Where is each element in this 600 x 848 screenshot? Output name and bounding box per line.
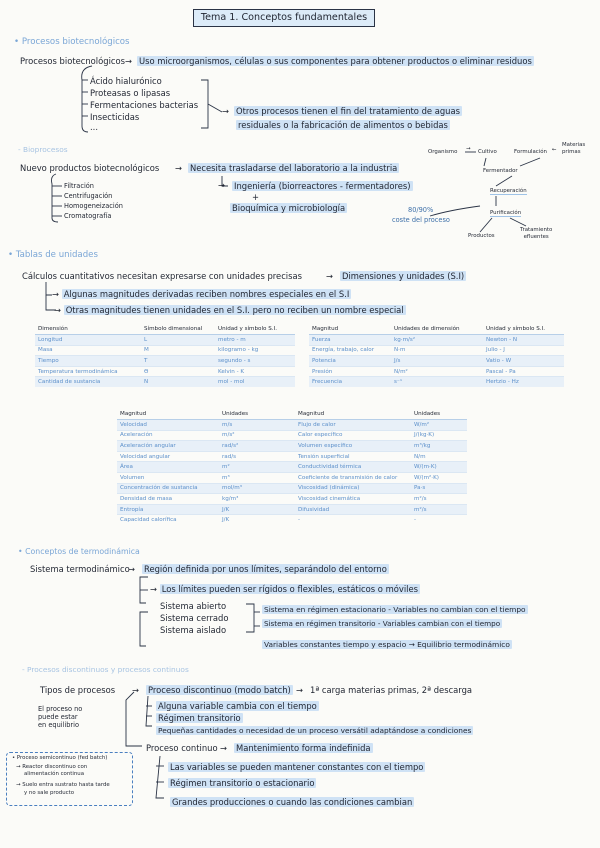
table-cell: W/m²: [411, 420, 467, 431]
table-header-row: [117, 409, 467, 420]
table-cell: m²/s: [411, 504, 467, 515]
biotech-list-item: Insecticidas: [90, 112, 140, 122]
table-cell: Tiempo: [35, 356, 141, 367]
table-cell: kilogramo - kg: [215, 345, 295, 356]
table-cell: M: [141, 345, 215, 356]
table-header: Unidades: [411, 409, 467, 420]
table-row: [117, 504, 467, 515]
process-types-arrow: →: [132, 685, 140, 695]
table-cell: Aceleración: [117, 430, 219, 441]
batch-item: Alguna variable cambia con el tiempo: [158, 701, 317, 711]
table-cell: rad/s²: [219, 441, 295, 452]
separation-item: Centrifugación: [64, 192, 113, 200]
diagram-organismo: Organismo: [428, 149, 458, 155]
table-cell: m³/kg: [411, 441, 467, 452]
table-header: Magnitud: [117, 409, 219, 420]
fed-batch-line: y no sale producto: [24, 790, 75, 796]
table-row: [117, 472, 467, 483]
table-header: Unidad y símbolo S.I.: [483, 324, 564, 335]
table-header: Unidad y símbolo S.I.: [215, 324, 295, 335]
table-cell: Coeficiente de transmisión de calor: [295, 472, 411, 483]
table-cell: -: [411, 515, 467, 525]
table-row: [35, 366, 295, 377]
units-line2: → Algunas magnitudes derivadas reciben nombres especiales en el S.I: [52, 289, 350, 299]
table-cell: Tensión superficial: [295, 451, 411, 462]
table-header: Magnitud: [309, 324, 391, 335]
table-cell: -: [295, 515, 411, 525]
diagram-fermentador: Fermentador: [483, 168, 518, 174]
table-header: Unidades: [219, 409, 295, 420]
biotech-list-item: Proteasas o lipasas: [90, 88, 171, 98]
table-header: Símbolo dimensional: [141, 324, 215, 335]
bioprocess-arrow: →: [175, 163, 183, 173]
ing-arrow: →: [218, 180, 226, 190]
table-row: [35, 345, 295, 356]
other-processes-line1: Otros procesos tienen el fin del tratamiento de aguas: [236, 106, 460, 116]
diagram-percentage: 80/90%: [408, 206, 434, 214]
diagram-tratamiento: Tratamiento efluentes: [520, 227, 553, 240]
diagram-productos: Productos: [468, 233, 495, 239]
table-header: Unidades de dimensión: [391, 324, 483, 335]
diagram-formulacion: Formulación: [514, 149, 547, 155]
table-cell: Pa·s: [411, 483, 467, 494]
separation-item: Homogeneización: [64, 202, 123, 210]
table-cell: J/s: [391, 356, 483, 367]
diagram-cultivo: Cultivo: [478, 149, 497, 155]
table-cell: Fuerza: [309, 335, 391, 346]
table-cell: Energía, trabajo, calor: [309, 345, 391, 356]
table-cell: m²/s: [411, 494, 467, 505]
fed-batch-line: alimentación continua: [24, 771, 85, 777]
table-cell: Calor específico: [295, 430, 411, 441]
section-heading-biotech: • Procesos biotecnológicos: [14, 37, 130, 47]
table-cell: Cantidad de sustancia: [35, 377, 141, 387]
system-type: Sistema abierto: [160, 601, 227, 611]
table-cell: Hertzio - Hz: [483, 377, 564, 387]
table-cell: kg·m/s²: [391, 335, 483, 346]
table-cell: Θ: [141, 366, 215, 377]
continuous-arrow: →: [220, 743, 228, 753]
table-units-magnitudes: [117, 409, 467, 525]
section-heading-thermo: • Conceptos de termodinámica: [18, 547, 140, 556]
table-row: [35, 356, 295, 367]
table-cell: kg/m³: [219, 494, 295, 505]
batch-item: Régimen transitorio: [158, 713, 241, 723]
table-cell: J/K: [219, 504, 295, 515]
table-row: [117, 451, 467, 462]
table-cell: N/m²: [391, 366, 483, 377]
table-row: [309, 366, 564, 377]
table-cell: W/(m·K): [411, 462, 467, 473]
table-cell: N·m: [391, 345, 483, 356]
process-types-label: Tipos de procesos: [40, 685, 116, 695]
table-cell: m/s: [219, 420, 295, 431]
table-row: [117, 420, 467, 431]
system-type: Sistema cerrado: [160, 613, 229, 623]
diagram-recuperacion: Recuperación: [490, 188, 527, 194]
thermo-definition: Región definida por unos límites, separándolo del entorno: [144, 564, 387, 574]
table-cell: Aceleración angular: [117, 441, 219, 452]
table-cell: J/K: [219, 515, 295, 525]
table-row: [35, 335, 295, 346]
table-cell: J/(kg·K): [411, 430, 467, 441]
section-heading-bioprocesos: - Bioprocesos: [18, 145, 68, 154]
table-cell: Densidad de masa: [117, 494, 219, 505]
table-cell: Capacidad calorífica: [117, 515, 219, 525]
continuous-process: Proceso continuo: [146, 743, 218, 753]
table-cell: T: [141, 356, 215, 367]
diagram-cost: coste del proceso: [392, 216, 450, 224]
table-header: Magnitud: [295, 409, 411, 420]
engineering-text: Ingeniería (biorreactores - fermentadores): [234, 181, 411, 191]
diagram-arrow: →: [466, 146, 471, 152]
batch-process: Proceso discontinuo (modo batch): [148, 685, 291, 695]
table-row: [309, 335, 564, 346]
table-row: [117, 430, 467, 441]
units-line1-right: Dimensiones y unidades (S.I): [342, 271, 465, 281]
page-title: Tema 1. Conceptos fundamentales: [193, 9, 375, 27]
continuous-item: Régimen transitorio o estacionario: [170, 778, 315, 788]
batch-arrow: →: [296, 685, 304, 695]
table-cell: Viscosidad cinemática: [295, 494, 411, 505]
table-cell: Potencia: [309, 356, 391, 367]
table-cell: Difusividad: [295, 504, 411, 515]
table-cell: Concentración de sustancia: [117, 483, 219, 494]
table-cell: Masa: [35, 345, 141, 356]
table-cell: N: [141, 377, 215, 387]
table-cell: Julio - J: [483, 345, 564, 356]
separation-item: Cromatografía: [64, 212, 112, 220]
table-row: [117, 494, 467, 505]
diagram-purificacion: Purificación: [490, 210, 522, 216]
thermo-arrow: →: [128, 564, 136, 574]
system-type: Sistema aislado: [160, 625, 227, 635]
thermo-equilibrium: Variables constantes tiempo y espacio → Equilibrio termodinámico: [264, 640, 510, 649]
section-heading-processes: - Procesos discontinuos y procesos continuos: [22, 665, 189, 674]
table-cell: mol - mol: [215, 377, 295, 387]
table-cell: Velocidad angular: [117, 451, 219, 462]
bioprocess-definition: Necesita trasladarse del laboratorio a la industria: [190, 163, 398, 173]
table-cell: mol/m³: [219, 483, 295, 494]
biotech-list-item: Ácido hialurónico: [90, 76, 162, 86]
table-cell: m³: [219, 472, 295, 483]
other-processes-line2: residuales o la fabricación de alimentos o bebidas: [238, 120, 448, 130]
table-cell: Presión: [309, 366, 391, 377]
batch-item: Pequeñas cantidades o necesidad de un proceso versátil adaptándose a condiciones: [158, 726, 472, 735]
table-row: [309, 356, 564, 367]
biochem-text: Bioquímica y microbiología: [232, 203, 346, 213]
table-row: [117, 441, 467, 452]
thermo-label: Sistema termodinámico: [30, 564, 130, 574]
section-heading-units: • Tablas de unidades: [8, 250, 98, 260]
table-cell: Velocidad: [117, 420, 219, 431]
table-row: [309, 377, 564, 387]
other-arrow: →: [222, 106, 230, 116]
continuous-description: Mantenimiento forma indefinida: [236, 743, 371, 753]
table-cell: Volumen específico: [295, 441, 411, 452]
table-header-row: [35, 324, 295, 335]
table-header-row: [309, 324, 564, 335]
biotech-arrow: →: [125, 56, 133, 66]
table-row: [117, 483, 467, 494]
thermo-limits: → Los límites pueden ser rígidos o flexibles, estáticos o móviles: [150, 584, 418, 594]
table-cell: m²: [219, 462, 295, 473]
table-cell: L: [141, 335, 215, 346]
units-line1-left: Cálculos cuantitativos necesitan expresarse con unidades precisas: [22, 271, 302, 281]
table-cell: Conductividad térmica: [295, 462, 411, 473]
biotech-list-item: Fermentaciones bacterias: [90, 100, 199, 110]
separation-item: Filtración: [64, 182, 94, 190]
table-cell: Longitud: [35, 335, 141, 346]
continuous-item: Las variables se pueden mantener constantes con el tiempo: [170, 762, 424, 772]
table-cell: s⁻¹: [391, 377, 483, 387]
table-cell: Kelvin - K: [215, 366, 295, 377]
diagram-materias-primas: Materias primas: [562, 142, 586, 155]
table-cell: Newton - N: [483, 335, 564, 346]
thermo-transient: Sistema en régimen transitorio - Variables cambian con el tiempo: [264, 619, 501, 628]
table-row: [117, 515, 467, 525]
table-si-derived: [309, 324, 564, 387]
table-cell: Pascal - Pa: [483, 366, 564, 377]
table-cell: N/m: [411, 451, 467, 462]
table-cell: m/s²: [219, 430, 295, 441]
equilibrium-note: El proceso no puede estar en equilibrio: [38, 705, 83, 729]
fed-batch-line: → Suelo entra sustrato hasta tarde: [16, 782, 110, 788]
biotech-definition: Uso microorganismos, células o sus componentes para obtener productos o eliminar residuos: [139, 56, 532, 66]
biotech-def-label: Procesos biotecnológicos: [20, 56, 125, 66]
table-cell: segundo - s: [215, 356, 295, 367]
thermo-stationary: Sistema en régimen estacionario - Variables no cambian con el tiempo: [264, 605, 526, 614]
table-si-base: [35, 324, 295, 387]
fed-batch-line: → Reactor discontinuo con: [16, 764, 88, 770]
table-row: [309, 345, 564, 356]
table-header: Dimensión: [35, 324, 141, 335]
table-cell: metro - m: [215, 335, 295, 346]
table-cell: W/(m²·K): [411, 472, 467, 483]
batch-description: 1ª carga materias primas, 2ª descarga: [310, 685, 473, 695]
bioprocess-label: Nuevo productos biotecnológicos: [20, 163, 160, 173]
table-row: [35, 377, 295, 387]
table-cell: Vatio - W: [483, 356, 564, 367]
table-cell: Frecuencia: [309, 377, 391, 387]
table-row: [117, 462, 467, 473]
units-line3: → Otras magnitudes tienen unidades en el S.I. pero no reciben un nombre especial: [54, 305, 404, 315]
table-cell: Área: [117, 462, 219, 473]
fed-batch-title: • Proceso semicontinuo (fed batch): [12, 755, 108, 761]
biotech-list-item: ...: [90, 122, 98, 132]
table-cell: Entropía: [117, 504, 219, 515]
table-cell: Temperatura termodinámica: [35, 366, 141, 377]
units-arrow: →: [326, 271, 334, 281]
diagram-arrow-left: ←: [552, 147, 557, 153]
table-cell: Volumen: [117, 472, 219, 483]
plus-sign: +: [252, 192, 260, 202]
table-cell: rad/s: [219, 451, 295, 462]
continuous-item: Grandes producciones o cuando las condiciones cambian: [172, 797, 413, 807]
table-cell: Flujo de calor: [295, 420, 411, 431]
table-cell: Viscosidad (dinámica): [295, 483, 411, 494]
